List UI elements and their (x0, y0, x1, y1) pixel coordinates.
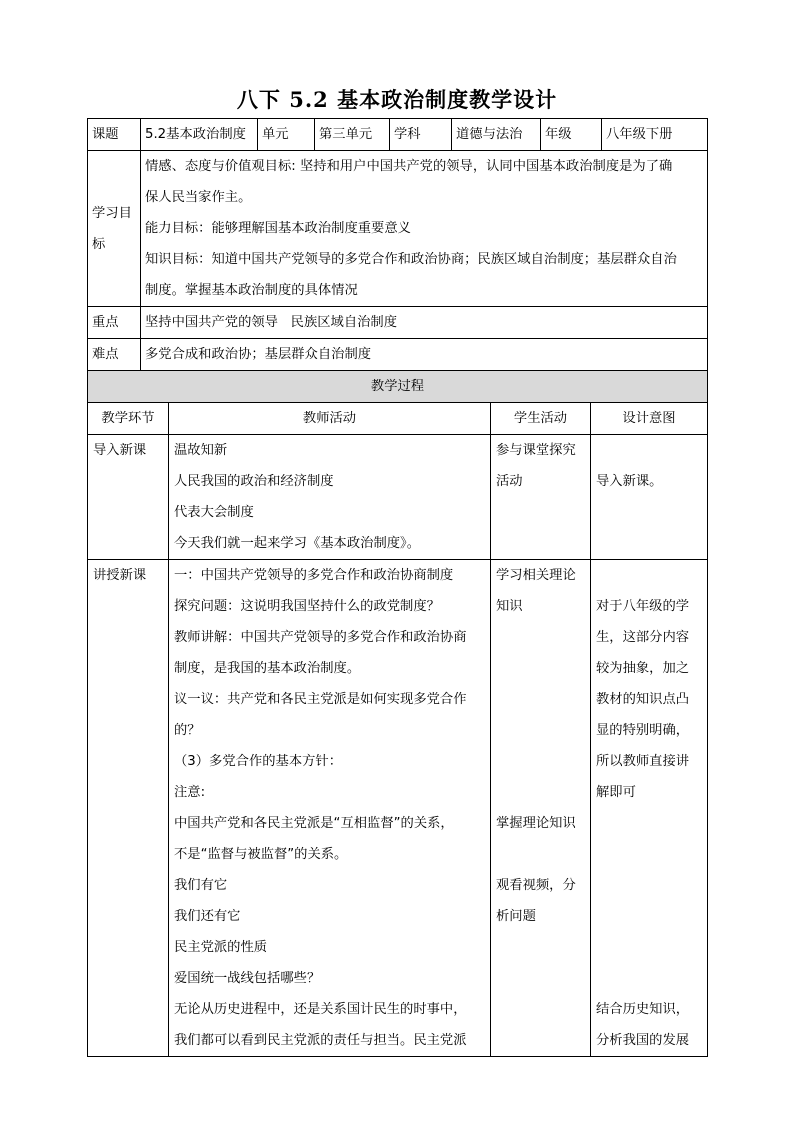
teacher-line: 注意: (174, 785, 206, 800)
label-grade: 年级 (541, 119, 602, 151)
intent-line: 生，这部分内容 (596, 630, 690, 645)
goal-line: 制度。掌握基本政治制度的具体情况 (145, 283, 358, 298)
teach-student (491, 560, 591, 1057)
value-subject: 道德与法治 (452, 119, 541, 151)
teach-row (88, 560, 708, 1057)
value-grade: 八年级下册 (602, 119, 708, 151)
teacher-line: 代表大会制度 (174, 505, 254, 520)
difficult-row (88, 339, 708, 371)
teacher-line: 我们还有它 (174, 909, 241, 924)
difficult-label: 难点 (88, 339, 141, 371)
intro-intent (591, 435, 708, 560)
teacher-line: 探究问题：这说明我国坚持什么的政党制度？ (174, 599, 440, 614)
goal-line: 能力目标：能够理解国基本政治制度重要意义 (145, 221, 411, 236)
teach-stage: 讲授新课 (88, 560, 169, 1057)
col-intent: 设计意图 (591, 403, 708, 435)
teacher-line: 一：中国共产党领导的多党合作和政治协商制度 (174, 568, 454, 583)
student-line: 观看视频，分 (496, 878, 576, 893)
intro-row (88, 435, 708, 560)
goals-row (88, 151, 708, 307)
teacher-line: （3）多党合作的基本方针： (174, 754, 343, 769)
teacher-line: 中国共产党和各民主党派是“互相监督”的关系， (174, 816, 454, 831)
intro-stage: 导入新课 (88, 435, 169, 560)
key-points-text: 坚持中国共产党的领导 民族区域自治制度 (141, 307, 708, 339)
goal-line: 知识目标：知道中国共产党领导的多党合作和政治协商；民族区域自治制度；基层群众自治 (145, 252, 677, 267)
intent-line: 结合历史知识， (596, 1002, 690, 1017)
difficult-text: 多党合成和政治协；基层群众自治制度 (141, 339, 708, 371)
teacher-line: 温故知新 (174, 443, 228, 458)
teacher-line: 民主党派的性质 (174, 940, 268, 955)
teacher-line: 今天我们就一起来学习《基本政治制度》。 (174, 536, 420, 551)
key-points-row (88, 307, 708, 339)
teacher-line: 人民我国的政治和经济制度 (174, 474, 334, 489)
student-line: 参与课堂探究 (496, 443, 576, 458)
col-student: 学生活动 (491, 403, 591, 435)
goals-content (141, 151, 708, 307)
student-line: 掌握理论知识 (496, 816, 576, 831)
col-teacher: 教师活动 (169, 403, 491, 435)
student-line: 学习相关理论 (496, 568, 576, 583)
intent-line: 解即可 (596, 785, 636, 800)
student-line: 知识 (496, 599, 523, 614)
teacher-line: 无论从历史进程中，还是关系国计民生的时事中， (174, 1002, 467, 1017)
process-cols-row (88, 403, 708, 435)
teacher-line: 的？ (174, 723, 201, 738)
process-header: 教学过程 (88, 371, 708, 403)
key-points-label: 重点 (88, 307, 141, 339)
teacher-line: 议一议：共产党和各民主党派是如何实现多党合作 (174, 692, 467, 707)
intent-line: 较为抽象，加之 (596, 661, 690, 676)
teacher-line: 教师讲解：中国共产党领导的多党合作和政治协商 (174, 630, 467, 645)
label-subject: 学科 (390, 119, 452, 151)
teach-intent (591, 560, 708, 1057)
teacher-line: 制度，是我国的基本政治制度。 (174, 661, 361, 676)
teacher-line: 爱国统一战线包括哪些？ (174, 971, 321, 986)
intro-student (491, 435, 591, 560)
student-line: 析问题 (496, 909, 536, 924)
info-table (87, 118, 708, 371)
label-unit: 单元 (258, 119, 315, 151)
intent-line: 所以教师直接讲 (596, 754, 690, 769)
teacher-line: 我们都可以看到民主党派的责任与担当。民主党派 (174, 1033, 467, 1048)
intent-line: 教材的知识点凸 (596, 692, 690, 707)
process-header-row (88, 371, 708, 403)
goal-line: 保人民当家作主。 (145, 190, 252, 205)
teacher-line: 我们有它 (174, 878, 228, 893)
teach-teacher (169, 560, 491, 1057)
document-title: 八下 5.2 基本政治制度教学设计 (236, 87, 558, 112)
info-row (88, 119, 708, 151)
value-unit: 第三单元 (315, 119, 390, 151)
process-table (87, 370, 708, 1057)
goals-label: 学习目标 (88, 151, 141, 307)
teacher-line: 不是“监督与被监督”的关系。 (174, 847, 348, 862)
student-line: 活动 (496, 474, 523, 489)
intent-line: 对于八年级的学 (596, 599, 690, 614)
intent-line: 显的特别明确， (596, 723, 690, 738)
label-topic: 课题 (88, 119, 141, 151)
intent-line: 分析我国的发展 (596, 1033, 690, 1048)
goal-line: 情感、态度与价值观目标: 坚持和用户中国共产党的领导，认同中国基本政治制度是为了确 (145, 159, 673, 174)
col-stage: 教学环节 (88, 403, 169, 435)
value-topic: 5.2基本政治制度 (141, 119, 258, 151)
intro-teacher (169, 435, 491, 560)
intent-line: 导入新课。 (596, 474, 663, 489)
